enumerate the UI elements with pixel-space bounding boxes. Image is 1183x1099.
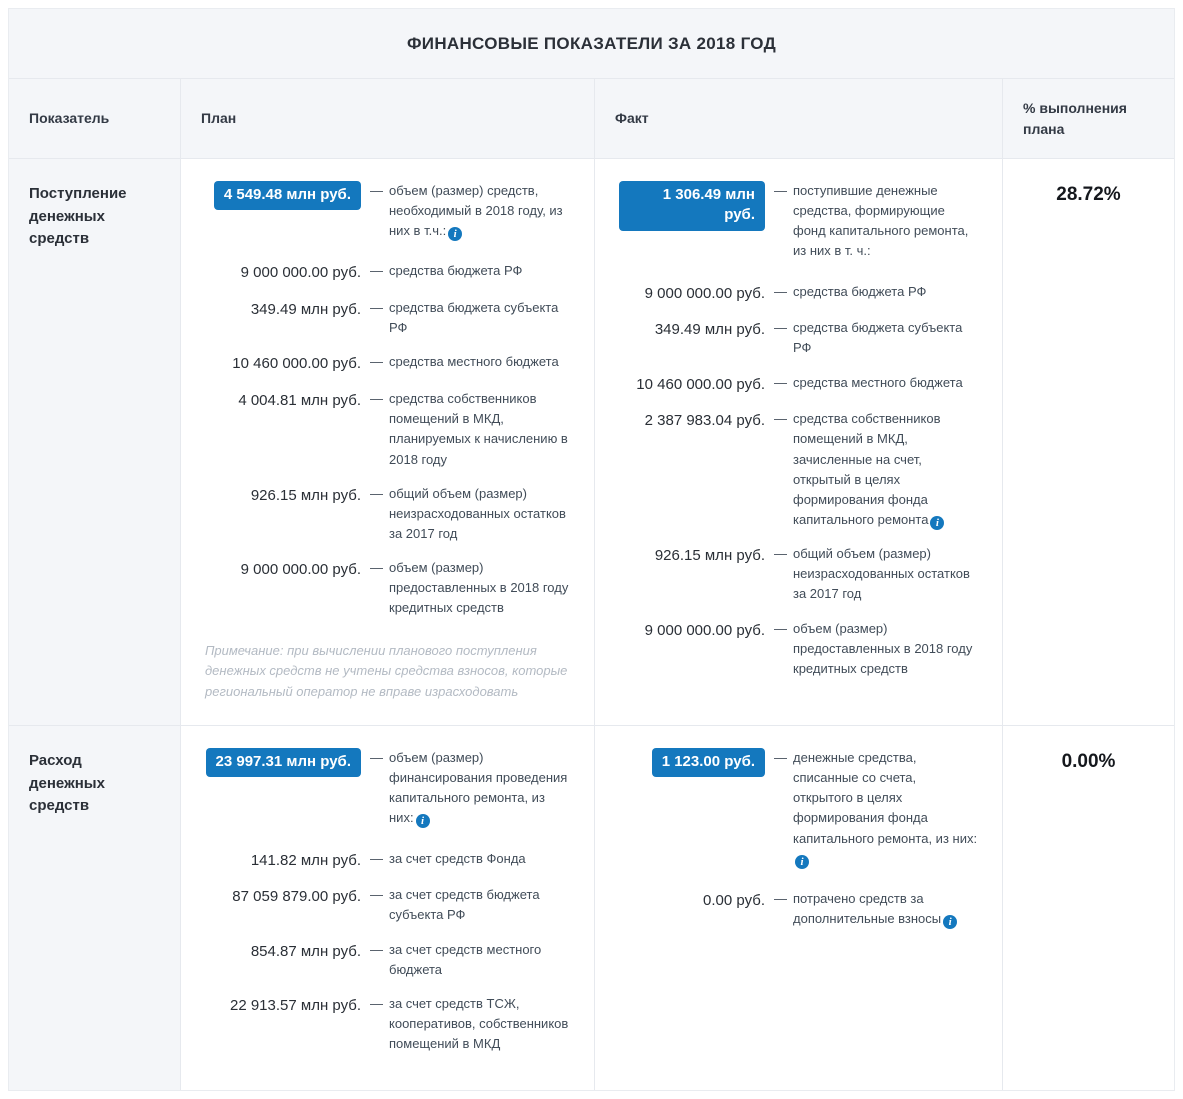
table-title: ФИНАНСОВЫЕ ПОКАЗАТЕЛИ ЗА 2018 ГОД	[407, 34, 776, 53]
total-value	[619, 748, 765, 869]
info-icon[interactable]	[448, 227, 462, 241]
dash-separator: —	[774, 283, 787, 299]
item-value: 10 460 000.00 руб.	[636, 375, 765, 393]
item-label-text: общий объем (размер) неизрасходованных остатков за 2017 год	[793, 546, 970, 602]
total-value-badge: 1 306.49 млн руб.	[619, 181, 765, 231]
item-value: 22 913.57 млн руб.	[229, 996, 361, 1014]
fact-cell-income	[595, 159, 1003, 726]
dash-separator: —	[370, 263, 383, 279]
fact-cell-expense	[595, 726, 1003, 1090]
indicator-name: Поступление денежных средств	[9, 159, 181, 726]
finance-item	[205, 389, 570, 470]
item-label-value: потрачено средств за дополнительные взносы	[793, 890, 942, 926]
total-value	[205, 181, 361, 241]
item-label-text: средства бюджета РФ	[389, 263, 523, 279]
item-label	[370, 352, 570, 375]
total-value-badge: 1 123.00 руб.	[652, 748, 765, 777]
info-icon[interactable]	[795, 855, 809, 869]
finance-item	[205, 885, 570, 925]
item-label	[370, 484, 570, 544]
item-label-text: средства местного бюджета	[793, 374, 963, 390]
finance-item	[619, 373, 978, 396]
plan-cell-expense	[181, 726, 595, 1090]
item-value: 9 000 000.00 руб.	[240, 561, 361, 579]
finance-item	[205, 849, 570, 872]
item-label	[370, 298, 570, 338]
item-label-text: средства местного бюджета	[389, 354, 559, 370]
dash-separator: —	[370, 887, 383, 903]
dash-separator: —	[370, 995, 383, 1011]
total-label-text	[389, 748, 570, 829]
item-label-text: за счет средств бюджета субъекта РФ	[389, 887, 540, 923]
dash-separator: —	[370, 850, 383, 866]
total-label-text	[793, 748, 978, 869]
item-label-text: за счет средств местного бюджета	[389, 941, 542, 977]
finance-item	[619, 619, 978, 679]
total-label-text: поступившие денежные средства, формирующие фонд капитального ремонта, из них в т. ч.:	[793, 183, 969, 259]
total-label	[774, 748, 978, 869]
col-header-percent: % выполнения плана	[1003, 79, 1174, 159]
dash-separator: —	[370, 183, 383, 198]
total-value	[619, 181, 765, 262]
info-icon[interactable]	[416, 814, 430, 828]
table-header-row	[9, 79, 1174, 159]
dash-separator: —	[774, 320, 787, 336]
finance-item	[205, 261, 570, 284]
finance-item	[619, 318, 978, 358]
financial-indicators-table	[8, 8, 1175, 1091]
item-label-text: объем (размер) предоставленных в 2018 году кредитных средств	[389, 560, 569, 616]
dash-separator: —	[774, 750, 787, 765]
percent-value: 0.00%	[1003, 726, 1174, 1090]
total-value-badge: 23 997.31 млн руб.	[206, 748, 362, 777]
dash-separator: —	[370, 300, 383, 316]
item-label-text: средства собственников помещений в МКД, планируемых к начислению в 2018 году	[389, 391, 568, 467]
info-icon[interactable]	[930, 516, 944, 530]
item-label	[370, 389, 570, 470]
item-value: 926.15 млн руб.	[250, 486, 361, 504]
item-label	[774, 409, 978, 530]
finance-item	[205, 484, 570, 544]
finance-item	[205, 940, 570, 980]
dash-separator: —	[370, 391, 383, 407]
item-label	[370, 558, 570, 618]
total-label-value: денежные средства, списанные со счета, открытого в целях формирования фонда капитального ремонта, из них:	[793, 750, 978, 846]
item-label	[774, 544, 978, 604]
finance-item	[205, 994, 570, 1054]
total-label	[774, 181, 978, 262]
item-label-text: средства бюджета субъекта РФ	[389, 300, 559, 336]
dash-separator: —	[370, 750, 383, 765]
item-value: 854.87 млн руб.	[250, 942, 361, 960]
finance-item	[205, 298, 570, 338]
item-value: 9 000 000.00 руб.	[644, 621, 765, 639]
dash-separator: —	[774, 620, 787, 636]
dash-separator: —	[774, 374, 787, 390]
dash-separator: —	[774, 183, 787, 198]
col-header-plan: План	[181, 79, 595, 159]
finance-item	[619, 409, 978, 530]
plan-note: Примечание: при вычислении планового поступления денежных средств не учтены средства взносов, которые региональный оператор не вправе израсходовать	[205, 642, 568, 700]
item-label-text: средства бюджета субъекта РФ	[793, 320, 963, 356]
item-label	[774, 373, 978, 396]
item-label	[370, 261, 570, 284]
item-value: 10 460 000.00 руб.	[232, 355, 361, 373]
table-title-band	[9, 9, 1174, 79]
item-label-text: средства бюджета РФ	[793, 283, 927, 299]
col-header-fact: Факт	[595, 79, 1003, 159]
item-label-text: объем (размер) предоставленных в 2018 году кредитных средств	[793, 620, 973, 676]
dash-separator: —	[774, 546, 787, 562]
finance-item	[619, 282, 978, 305]
finance-item	[205, 352, 570, 375]
item-label	[774, 619, 978, 679]
plan-cell-income	[181, 159, 595, 726]
table-row-income	[9, 159, 1174, 726]
item-label-text	[793, 409, 978, 530]
dash-separator: —	[370, 354, 383, 370]
info-icon[interactable]	[943, 915, 957, 929]
plan-total-item	[205, 748, 570, 829]
dash-separator: —	[370, 485, 383, 501]
item-label	[370, 849, 570, 872]
total-label-value: объем (размер) средств, необходимый в 2018 году, из них в т.ч.:	[389, 183, 563, 239]
item-value: 0.00 руб.	[703, 891, 765, 909]
finance-item	[205, 558, 570, 618]
item-label-text: общий объем (размер) неизрасходованных остатков за 2017 год	[389, 485, 566, 542]
item-label	[774, 282, 978, 305]
item-label	[370, 994, 570, 1054]
item-value: 87 059 879.00 руб.	[232, 888, 361, 906]
dash-separator: —	[774, 411, 787, 427]
plan-total-item	[205, 181, 570, 241]
total-value	[205, 748, 361, 829]
item-label	[774, 318, 978, 358]
table-row-expense	[9, 726, 1174, 1090]
item-label-text: за счет средств Фонда	[389, 850, 526, 866]
item-value: 9 000 000.00 руб.	[240, 264, 361, 282]
item-value: 2 387 983.04 руб.	[644, 412, 765, 430]
item-value: 141.82 млн руб.	[250, 851, 361, 869]
dash-separator: —	[370, 560, 383, 576]
item-value: 349.49 млн руб.	[654, 321, 765, 339]
item-label	[370, 940, 570, 980]
total-label-text	[389, 181, 570, 241]
item-label	[370, 885, 570, 925]
dash-separator: —	[370, 941, 383, 957]
item-value: 4 004.81 млн руб.	[238, 392, 361, 410]
fact-total-item	[619, 181, 978, 262]
total-label	[370, 181, 570, 241]
item-label-text: за счет средств ТСЖ, кооперативов, собственников помещений в МКД	[389, 995, 569, 1052]
fact-total-item	[619, 748, 978, 869]
total-label	[370, 748, 570, 829]
item-label-value: средства собственников помещений в МКД, зачисленные на счет, открытый в целях формирования фонда капитального ремонта	[793, 411, 941, 528]
dash-separator: —	[774, 890, 787, 906]
item-value: 349.49 млн руб.	[250, 301, 361, 319]
indicator-name: Расход денежных средств	[9, 726, 181, 1090]
total-value-badge: 4 549.48 млн руб.	[214, 181, 361, 210]
total-label-value: объем (размер) финансирования проведения капитального ремонта, из них:	[389, 750, 568, 826]
percent-value: 28.72%	[1003, 159, 1174, 726]
finance-item	[619, 544, 978, 604]
item-value: 9 000 000.00 руб.	[644, 284, 765, 302]
item-value: 926.15 млн руб.	[654, 547, 765, 565]
col-header-indicator: Показатель	[9, 79, 181, 159]
